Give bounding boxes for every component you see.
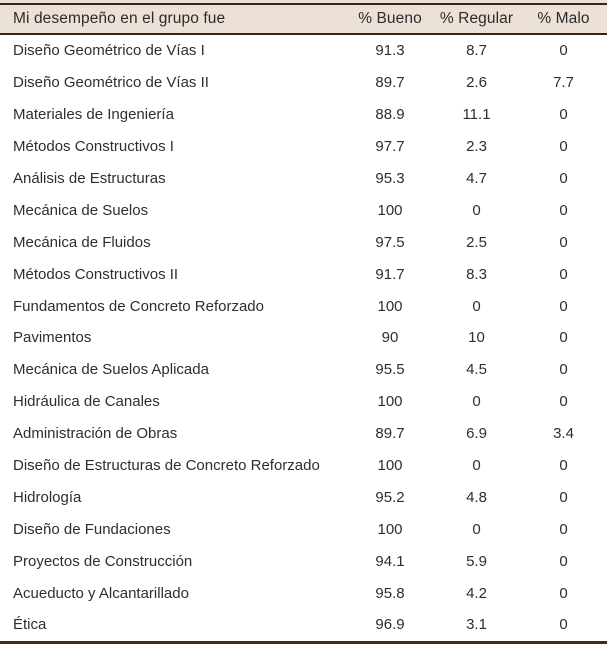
cell-bueno: 100	[377, 201, 403, 219]
table-row	[0, 99, 607, 131]
cell-bueno: 100	[377, 520, 403, 538]
table-row	[0, 194, 607, 226]
cell-bueno: 100	[377, 393, 403, 411]
table-row	[0, 163, 607, 195]
bottom-rule	[0, 641, 607, 644]
table-row	[0, 354, 607, 386]
row-course-label: Métodos Constructivos II	[13, 265, 179, 283]
table-row	[0, 226, 607, 258]
table-row	[0, 513, 607, 545]
cell-regular: 0	[472, 297, 481, 315]
header-col-malo: % Malo	[537, 10, 590, 27]
table-row	[0, 386, 607, 418]
header-col-bueno: % Bueno	[358, 10, 422, 27]
table-row	[0, 450, 607, 482]
table-row	[0, 131, 607, 163]
table-row	[0, 35, 607, 67]
cell-regular: 4.2	[466, 584, 487, 602]
cell-malo: 0	[559, 393, 568, 411]
cell-malo: 0	[559, 520, 568, 538]
row-course-label: Proyectos de Construcción	[13, 552, 193, 570]
cell-malo: 0	[559, 138, 568, 156]
cell-regular: 0	[472, 201, 481, 219]
cell-regular: 8.3	[466, 265, 487, 283]
cell-bueno: 97.5	[375, 233, 405, 251]
cell-regular: 6.9	[466, 425, 487, 443]
cell-malo: 0	[559, 457, 568, 475]
row-course-label: Fundamentos de Concreto Reforzado	[13, 297, 264, 315]
row-course-label: Hidrología	[13, 488, 82, 506]
cell-bueno: 88.9	[375, 106, 405, 124]
row-course-label: Administración de Obras	[13, 425, 178, 443]
row-course-label: Diseño de Estructuras de Concreto Reforzado	[13, 457, 320, 475]
cell-regular: 10	[468, 329, 485, 347]
header-question-label: Mi desempeño en el grupo fue	[13, 10, 226, 27]
cell-bueno: 96.9	[375, 616, 405, 634]
row-course-label: Mecánica de Suelos Aplicada	[13, 361, 209, 379]
cell-malo: 0	[559, 201, 568, 219]
cell-malo: 7.7	[553, 74, 574, 92]
cell-malo: 0	[559, 361, 568, 379]
cell-malo: 0	[559, 233, 568, 251]
table-header-row	[0, 5, 607, 33]
row-course-label: Materiales de Ingeniería	[13, 106, 174, 124]
row-course-label: Mecánica de Fluidos	[13, 233, 151, 251]
row-course-label: Diseño Geométrico de Vías I	[13, 42, 205, 60]
cell-malo: 0	[559, 488, 568, 506]
table-body	[0, 35, 607, 641]
row-course-label: Mecánica de Suelos	[13, 201, 149, 219]
table-row	[0, 545, 607, 577]
cell-malo: 3.4	[553, 425, 574, 443]
cell-malo: 0	[559, 329, 568, 347]
header-col-regular: % Regular	[439, 10, 514, 27]
cell-malo: 0	[559, 106, 568, 124]
cell-malo: 0	[559, 297, 568, 315]
cell-bueno: 91.3	[375, 42, 405, 60]
cell-bueno: 90	[381, 329, 399, 347]
cell-malo: 0	[559, 42, 568, 60]
cell-malo: 0	[559, 552, 568, 570]
row-course-label: Diseño de Fundaciones	[13, 520, 171, 538]
table-row	[0, 577, 607, 609]
row-course-label: Métodos Constructivos I	[13, 138, 174, 156]
cell-regular: 4.5	[466, 361, 487, 379]
cell-regular: 4.7	[466, 170, 487, 187]
cell-malo: 0	[559, 265, 568, 283]
cell-regular: 0	[472, 457, 481, 475]
row-course-label: Hidráulica de Canales	[13, 393, 160, 411]
row-course-label: Análisis de Estructuras	[13, 170, 166, 187]
cell-regular: 2.6	[466, 74, 487, 92]
cell-bueno: 97.7	[375, 138, 405, 156]
cell-malo: 0	[559, 616, 568, 634]
cell-bueno: 95.3	[375, 170, 405, 187]
table-row	[0, 290, 607, 322]
cell-regular: 0	[472, 520, 481, 538]
cell-regular: 5.9	[466, 552, 487, 570]
cell-bueno: 95.2	[375, 488, 405, 506]
cell-regular: 3.1	[466, 616, 487, 634]
cell-bueno: 89.7	[375, 425, 405, 443]
table-row	[0, 609, 607, 641]
cell-bueno: 94.1	[375, 552, 405, 570]
cell-bueno: 95.8	[375, 584, 405, 602]
row-course-label: Acueducto y Alcantarillado	[13, 584, 189, 602]
table-row	[0, 481, 607, 513]
cell-bueno: 91.7	[375, 265, 405, 283]
cell-regular: 2.3	[466, 138, 487, 156]
cell-malo: 0	[559, 170, 568, 187]
cell-malo: 0	[559, 584, 568, 602]
cell-regular: 11.1	[462, 106, 491, 124]
row-course-label: Ética	[13, 616, 47, 634]
table-row	[0, 418, 607, 450]
cell-regular: 4.8	[466, 488, 487, 506]
table-row	[0, 258, 607, 290]
cell-bueno: 100	[377, 297, 403, 315]
table-row	[0, 322, 607, 354]
cell-bueno: 89.7	[375, 74, 405, 92]
cell-regular: 8.7	[466, 42, 487, 60]
cell-regular: 2.5	[466, 233, 487, 251]
cell-regular: 0	[472, 393, 481, 411]
table-row	[0, 67, 607, 99]
cell-bueno: 100	[377, 457, 403, 475]
row-course-label: Diseño Geométrico de Vías II	[13, 74, 209, 92]
row-course-label: Pavimentos	[13, 329, 92, 347]
cell-bueno: 95.5	[375, 361, 405, 379]
